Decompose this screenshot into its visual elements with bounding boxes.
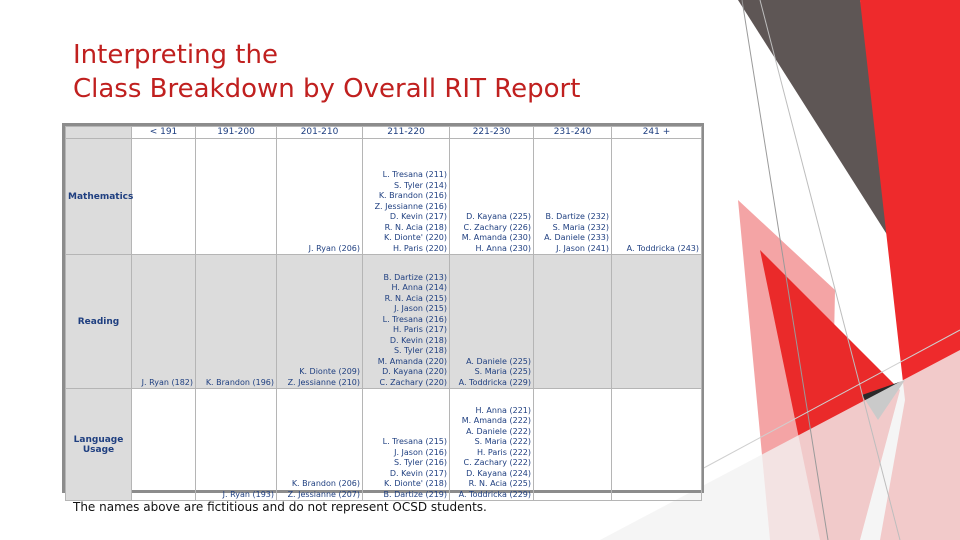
student-score: Z. Jessianne (216) (374, 201, 447, 211)
student-score: S. Maria (225) (474, 367, 531, 376)
student-score: D. Kevin (217) (389, 468, 447, 478)
student-score: J. Ryan (206) (308, 243, 360, 253)
rit-range-cell (450, 255, 534, 389)
student-score: A. Daniele (233) (544, 233, 609, 242)
student-score: S. Tyler (214) (393, 180, 447, 190)
student-score: C. Zachary (222) (463, 458, 531, 467)
rit-range-cell (196, 389, 277, 501)
student-score: S. Tyler (218) (393, 346, 447, 355)
column-header: < 191 (132, 127, 196, 139)
student-score: B. Dartize (219) (383, 489, 447, 499)
student-score: R. N. Acia (215) (384, 293, 447, 303)
student-score: L. Tresana (216) (382, 314, 447, 324)
student-score: A. Daniele (222) (466, 426, 531, 436)
student-score: K. Dionte' (218) (384, 479, 447, 488)
column-header: 201-210 (277, 127, 363, 139)
class-breakdown-table (65, 126, 702, 501)
student-score: M. Amanda (222) (461, 416, 531, 425)
student-score: A. Toddricka (229) (458, 377, 531, 387)
student-score: R. N. Acia (218) (384, 222, 447, 232)
student-score: A. Toddricka (229) (458, 489, 531, 499)
rit-range-cell (534, 139, 612, 255)
rit-range-cell (612, 139, 702, 255)
student-score: A. Daniele (225) (466, 356, 531, 366)
student-score: K. Brandon (196) (205, 377, 274, 387)
student-score: K. Dionte (209) (299, 367, 360, 376)
header-corner (66, 127, 132, 139)
student-score: B. Dartize (213) (383, 272, 447, 282)
student-score: K. Dionte' (220) (384, 233, 447, 242)
student-score: H. Anna (221) (475, 405, 531, 415)
rit-range-cell (363, 139, 450, 255)
student-score: J. Ryan (193) (222, 489, 274, 499)
student-score: D. Kayana (225) (466, 212, 531, 221)
subject-row (66, 255, 702, 389)
subject-label: Language Usage (66, 389, 132, 501)
rit-range-cell (612, 255, 702, 389)
student-score: M. Amanda (220) (377, 356, 447, 366)
rit-range-cell (277, 389, 363, 501)
header-row (66, 127, 702, 139)
title-line-2: Class Breakdown by Overall RIT Report (73, 74, 581, 104)
rit-range-cell (277, 139, 363, 255)
rit-range-cell (450, 139, 534, 255)
rit-range-cell (450, 389, 534, 501)
student-score: S. Maria (232) (552, 222, 609, 232)
slide-title (73, 38, 580, 106)
report-screenshot (62, 123, 704, 499)
student-score: M. Amanda (230) (461, 233, 531, 242)
rit-range-cell (612, 389, 702, 501)
student-score: L. Tresana (211) (382, 170, 447, 179)
subject-label: Reading (66, 255, 132, 389)
student-score: H. Paris (217) (392, 325, 447, 334)
student-score: D. Kayana (220) (382, 367, 447, 376)
student-score: D. Kevin (217) (389, 212, 447, 221)
column-header: 231-240 (534, 127, 612, 139)
student-score: C. Zachary (220) (379, 377, 447, 387)
student-score: R. N. Acia (225) (468, 479, 531, 488)
subject-row (66, 139, 702, 255)
student-score: J. Ryan (182) (141, 377, 193, 387)
rit-range-cell (196, 255, 277, 389)
column-header: 221-230 (450, 127, 534, 139)
rit-range-cell (196, 139, 277, 255)
column-header: 211-220 (363, 127, 450, 139)
student-score: Z. Jessianne (210) (287, 377, 360, 387)
student-score: H. Paris (220) (392, 243, 447, 253)
report-table-container (65, 126, 701, 499)
rit-range-cell (363, 255, 450, 389)
student-score: L. Tresana (215) (382, 437, 447, 446)
student-score: K. Brandon (216) (378, 191, 447, 200)
student-score: J. Jason (241) (556, 243, 609, 253)
student-score: D. Kevin (218) (389, 335, 447, 345)
column-header: 191-200 (196, 127, 277, 139)
footnote: The names above are fictitious and do not represent OCSD students. (73, 500, 487, 514)
subject-row (66, 389, 702, 501)
student-score: D. Kayana (224) (466, 468, 531, 478)
student-score: H. Anna (214) (391, 283, 447, 292)
student-score: H. Paris (222) (476, 447, 531, 457)
student-score: S. Tyler (216) (393, 458, 447, 467)
rit-range-cell (534, 389, 612, 501)
column-header: 241 + (612, 127, 702, 139)
student-score: Z. Jessianne (207) (287, 489, 360, 499)
rit-range-cell (132, 389, 196, 501)
student-score: J. Jason (216) (394, 447, 447, 457)
student-score: C. Zachary (226) (463, 222, 531, 232)
student-score: K. Brandon (206) (291, 479, 360, 488)
student-score: A. Toddricka (243) (626, 243, 699, 253)
title-line-1: Interpreting the (73, 40, 278, 70)
student-score: S. Maria (222) (474, 437, 531, 446)
student-score: B. Dartize (232) (545, 212, 609, 221)
rit-range-cell (534, 255, 612, 389)
rit-range-cell (277, 255, 363, 389)
rit-range-cell (132, 255, 196, 389)
student-score: H. Anna (230) (475, 243, 531, 253)
rit-range-cell (132, 139, 196, 255)
student-score: J. Jason (215) (394, 304, 447, 313)
rit-range-cell (363, 389, 450, 501)
subject-label: Mathematics (66, 139, 132, 255)
